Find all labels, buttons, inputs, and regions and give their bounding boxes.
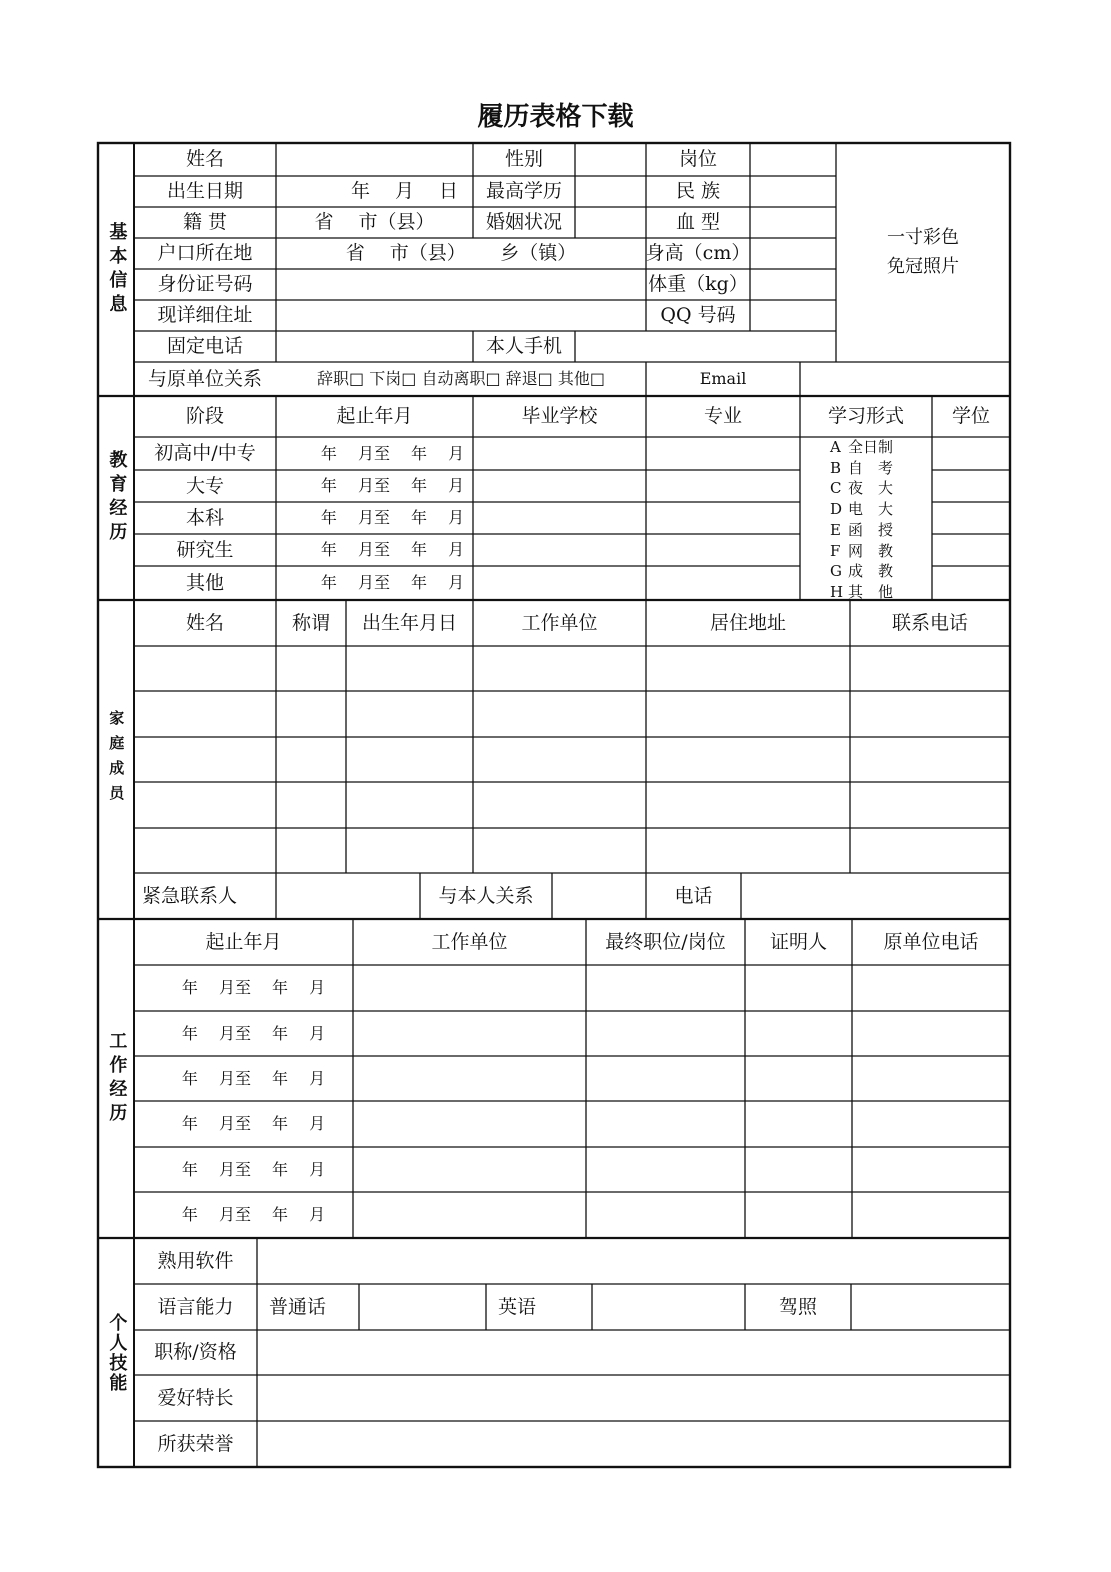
label-name: 姓名: [185, 148, 224, 171]
work-period[interactable]: 年 月至 年 月: [181, 1205, 326, 1225]
work-period[interactable]: 年 月至 年 月: [181, 1114, 326, 1134]
label-nation: 民 族: [675, 180, 721, 203]
input-marital[interactable]: [575, 207, 646, 238]
label-hukou: 户口所在地: [157, 242, 253, 265]
label-email: Email: [699, 369, 747, 389]
label-emergency-contact: 紧急联系人: [142, 884, 238, 907]
section-label-work: [98, 919, 134, 1238]
label-birth: 出生日期: [166, 180, 243, 203]
input-position[interactable]: [750, 143, 836, 176]
input-nation[interactable]: [750, 176, 836, 207]
label-license: 驾照: [778, 1295, 817, 1318]
input-qq[interactable]: [750, 300, 836, 331]
section-label-education: [98, 396, 134, 600]
input-name[interactable]: [276, 143, 473, 176]
label-hobby: 爱好特长: [157, 1386, 234, 1409]
input-hobby[interactable]: [257, 1375, 1010, 1421]
edu-stage-label: 本科: [185, 506, 224, 529]
edu-header-school: 毕业学校: [521, 405, 598, 428]
label-id: 身份证号码: [157, 273, 253, 296]
edu-period[interactable]: 年 月至 年 月: [320, 508, 465, 528]
input-title[interactable]: [257, 1330, 1010, 1375]
study-form-option: F 网 教: [830, 541, 894, 560]
edu-header-major: 专业: [703, 405, 742, 428]
input-weight[interactable]: [750, 269, 836, 300]
edu-stage-label: 大专: [185, 474, 224, 497]
edu-stage-label: 其他: [185, 571, 224, 594]
input-degree[interactable]: [575, 176, 646, 207]
photo-line-1: 一寸彩色: [887, 226, 959, 248]
family-header-title: 称谓: [291, 611, 330, 634]
label-position: 岗位: [678, 148, 717, 171]
work-period[interactable]: 年 月至 年 月: [181, 1023, 326, 1043]
study-form-option: G 成 教: [830, 562, 894, 581]
section-skills-text: 个人技能: [106, 1312, 128, 1393]
label-degree: 最高学历: [485, 180, 562, 203]
edu-period[interactable]: 年 月至 年 月: [320, 540, 465, 560]
edu-period[interactable]: 年 月至 年 月: [320, 573, 465, 593]
family-header-name: 姓名: [185, 611, 224, 634]
label-weight: 体重（kg）: [648, 273, 748, 296]
study-form-option: E 函 授: [830, 520, 894, 539]
label-mobile: 本人手机: [485, 335, 562, 358]
edu-stage-label: 初高中/中专: [154, 442, 256, 465]
section-basic-text: 基本信息: [106, 221, 128, 318]
page-title: 履历表格下载: [477, 102, 634, 132]
label-native: 籍 贯: [182, 211, 228, 234]
relation-options[interactable]: 辞职□ 下岗□ 自动离职□ 辞退□ 其他□: [317, 369, 605, 389]
study-form-option: B 自 考: [830, 458, 894, 477]
study-form-option: D 电 大: [830, 500, 894, 519]
edu-header-form: 学习形式: [827, 405, 904, 428]
edu-stage-label: 研究生: [176, 538, 234, 561]
edu-header-degree: 学位: [951, 405, 990, 428]
family-header-birth: 出生年月日: [361, 611, 457, 634]
input-email[interactable]: [800, 362, 1010, 396]
label-address: 现详细住址: [157, 304, 253, 327]
label-title: 职称/资格: [154, 1341, 237, 1364]
work-period[interactable]: 年 月至 年 月: [181, 1068, 326, 1088]
section-label-skills: [98, 1238, 134, 1467]
section-work-text: 工作经历: [106, 1030, 128, 1127]
input-english[interactable]: [592, 1284, 745, 1330]
section-label-family: [98, 600, 134, 919]
label-mandarin: 普通话: [269, 1295, 327, 1318]
label-emergency-relation: 与本人关系: [438, 884, 534, 907]
work-header-employer: 工作单位: [431, 930, 508, 953]
label-qq: QQ 号码: [660, 304, 736, 327]
photo-placeholder[interactable]: [836, 143, 1010, 362]
study-form-options: [830, 440, 912, 600]
edu-period[interactable]: 年 月至 年 月: [320, 443, 465, 463]
section-family-text: 家庭成员: [107, 709, 126, 810]
edu-period[interactable]: 年 月至 年 月: [320, 476, 465, 496]
input-emergency-relation[interactable]: [552, 873, 646, 919]
input-blood[interactable]: [750, 207, 836, 238]
study-form-option: A 全日制: [830, 438, 894, 456]
label-software: 熟用软件: [157, 1249, 234, 1272]
label-relation: 与原单位关系: [147, 367, 262, 390]
work-period[interactable]: 年 月至 年 月: [181, 1159, 326, 1179]
work-header-reference: 证明人: [769, 930, 827, 953]
input-id[interactable]: [276, 269, 646, 300]
input-honors[interactable]: [257, 1421, 1010, 1467]
work-header-period: 起止年月: [205, 930, 282, 953]
input-mandarin[interactable]: [359, 1284, 486, 1330]
edu-header-stage: 阶段: [185, 405, 224, 428]
work-period[interactable]: 年 月至 年 月: [181, 978, 326, 998]
label-english: 英语: [498, 1295, 537, 1318]
label-marital: 婚姻状况: [485, 211, 562, 234]
input-emergency-phone[interactable]: [741, 873, 1010, 919]
edu-header-period: 起止年月: [336, 405, 413, 428]
input-emergency-contact[interactable]: [276, 873, 420, 919]
input-birth[interactable]: 年 月 日: [350, 180, 459, 203]
work-header-phone: 原单位电话: [883, 930, 979, 953]
label-honors: 所获荣誉: [157, 1432, 234, 1455]
label-emergency-phone: 电话: [674, 884, 713, 907]
input-address[interactable]: [276, 300, 646, 331]
section-education-text: 教育经历: [106, 450, 128, 546]
input-software[interactable]: [257, 1238, 1010, 1284]
input-hukou[interactable]: 省 市（县） 乡（镇）: [345, 242, 577, 265]
input-gender[interactable]: [575, 143, 646, 176]
label-phone: 固定电话: [166, 335, 243, 358]
family-header-phone: 联系电话: [891, 611, 968, 634]
study-form-option: C 夜 大: [830, 479, 894, 498]
label-blood: 血 型: [675, 211, 721, 234]
work-header-position: 最终职位/岗位: [605, 930, 726, 953]
family-header-address: 居住地址: [709, 611, 786, 634]
label-language: 语言能力: [157, 1295, 234, 1318]
input-mobile[interactable]: [575, 331, 836, 362]
input-height[interactable]: [750, 238, 836, 269]
family-header-employer: 工作单位: [521, 611, 598, 634]
input-native[interactable]: 省 市（县）: [314, 211, 435, 234]
label-height: 身高（cm）: [645, 242, 751, 265]
label-gender: 性别: [504, 148, 543, 171]
photo-line-2: 免冠照片: [887, 255, 959, 277]
section-label-basic: [98, 143, 134, 396]
study-form-option: H 其 他: [830, 582, 894, 601]
input-license[interactable]: [851, 1284, 1010, 1330]
input-phone[interactable]: [276, 331, 473, 362]
